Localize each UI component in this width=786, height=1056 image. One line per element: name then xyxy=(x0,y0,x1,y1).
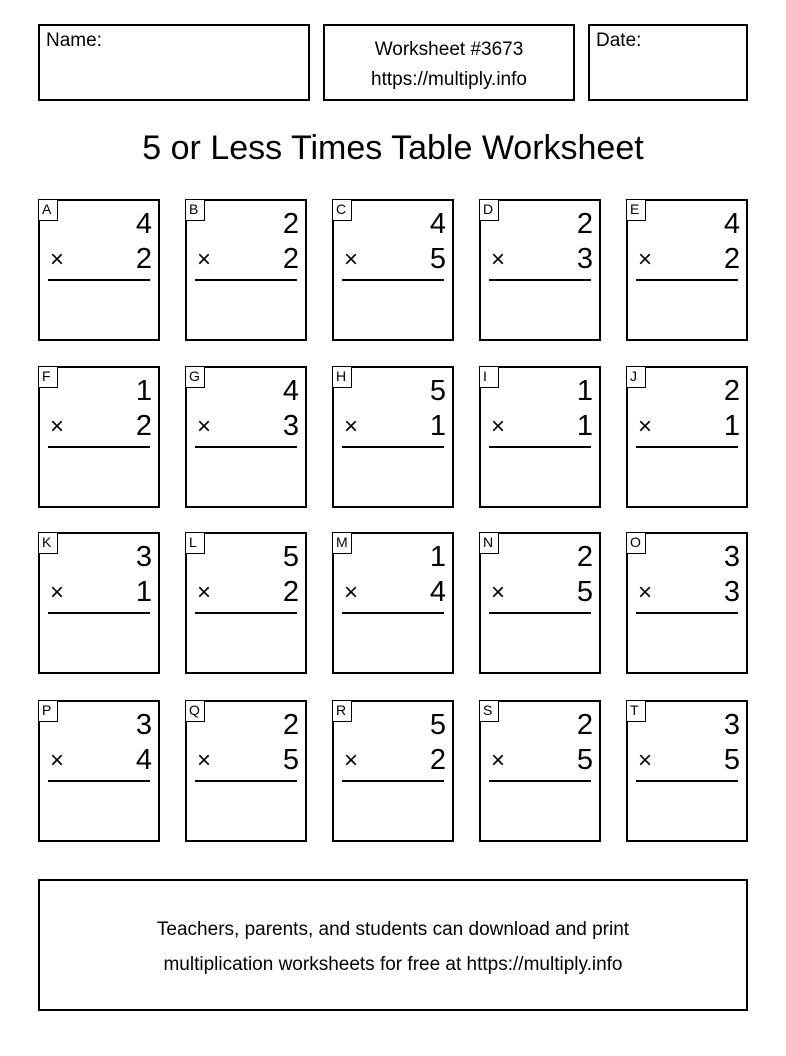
answer-line xyxy=(342,446,444,448)
footer-line-2: multiplication worksheets for free at https://multiply.info xyxy=(163,954,623,975)
problem-card[interactable] xyxy=(479,700,601,842)
problem-grid xyxy=(38,199,748,842)
multiplicand: 1 xyxy=(135,375,152,407)
worksheet-url: https://multiply.info xyxy=(371,69,527,90)
problem-card[interactable] xyxy=(185,366,307,508)
problem-card[interactable] xyxy=(479,199,601,341)
multiplicand: 5 xyxy=(429,375,446,407)
problem-label: M xyxy=(332,532,352,554)
answer-line xyxy=(195,446,297,448)
multiplicand: 2 xyxy=(282,709,299,741)
multiplicand: 2 xyxy=(576,541,593,573)
problem-label: N xyxy=(479,532,499,554)
multiplicand: 2 xyxy=(576,208,593,240)
multiplier: 4 xyxy=(429,576,446,608)
problem-label: T xyxy=(626,700,646,722)
problem-card[interactable] xyxy=(626,199,748,341)
answer-line xyxy=(342,279,444,281)
multiply-sign: × xyxy=(344,246,359,273)
problem-card[interactable] xyxy=(626,700,748,842)
answer-line xyxy=(48,446,150,448)
multiplicand: 5 xyxy=(282,541,299,573)
multiply-sign: × xyxy=(197,246,212,273)
problem-card[interactable] xyxy=(185,532,307,674)
multiply-sign: × xyxy=(491,413,506,440)
date-label: Date: xyxy=(596,30,642,51)
multiply-sign: × xyxy=(491,246,506,273)
problem-card[interactable] xyxy=(185,199,307,341)
answer-line xyxy=(342,612,444,614)
page-title: 5 or Less Times Table Worksheet xyxy=(142,129,644,167)
multiply-sign: × xyxy=(197,747,212,774)
multiply-sign: × xyxy=(638,413,653,440)
answer-line xyxy=(636,780,738,782)
multiplier: 2 xyxy=(282,243,299,275)
problem-card[interactable] xyxy=(38,199,160,341)
problem-card[interactable] xyxy=(38,700,160,842)
worksheet-info-box xyxy=(323,24,575,101)
multiply-sign: × xyxy=(197,579,212,606)
multiplier: 2 xyxy=(723,243,740,275)
multiply-sign: × xyxy=(491,747,506,774)
answer-line xyxy=(489,612,591,614)
problem-label: S xyxy=(479,700,499,722)
problem-label: D xyxy=(479,199,499,221)
footer-line-1: Teachers, parents, and students can download and print xyxy=(156,919,630,940)
problem-label: L xyxy=(185,532,205,554)
footer-note xyxy=(38,879,748,1011)
problem-label: I xyxy=(479,366,499,388)
name-field[interactable] xyxy=(38,24,310,101)
problem-label: K xyxy=(38,532,58,554)
multiply-sign: × xyxy=(50,579,65,606)
worksheet-number: Worksheet #3673 xyxy=(374,39,524,60)
multiply-sign: × xyxy=(491,579,506,606)
answer-line xyxy=(489,780,591,782)
answer-line xyxy=(636,612,738,614)
multiplier: 2 xyxy=(429,744,446,776)
answer-line xyxy=(48,279,150,281)
multiplier: 3 xyxy=(576,243,593,275)
problem-card[interactable] xyxy=(479,366,601,508)
problem-label: C xyxy=(332,199,352,221)
multiplicand: 3 xyxy=(723,541,740,573)
multiply-sign: × xyxy=(344,747,359,774)
problem-label: E xyxy=(626,199,646,221)
problem-label: F xyxy=(38,366,58,388)
problem-card[interactable] xyxy=(185,700,307,842)
answer-line xyxy=(342,780,444,782)
problem-card[interactable] xyxy=(332,700,454,842)
multiplicand: 3 xyxy=(135,541,152,573)
answer-line xyxy=(195,780,297,782)
multiplicand: 2 xyxy=(723,375,740,407)
problem-label: R xyxy=(332,700,352,722)
multiplier: 1 xyxy=(723,410,740,442)
multiplier: 2 xyxy=(135,243,152,275)
multiplicand: 1 xyxy=(576,375,593,407)
multiplicand: 4 xyxy=(723,208,740,240)
problem-card[interactable] xyxy=(38,366,160,508)
answer-line xyxy=(489,446,591,448)
multiplier: 2 xyxy=(282,576,299,608)
multiply-sign: × xyxy=(344,413,359,440)
multiply-sign: × xyxy=(638,246,653,273)
name-label: Name: xyxy=(46,30,102,51)
answer-line xyxy=(195,612,297,614)
problem-card[interactable] xyxy=(626,366,748,508)
multiplier: 1 xyxy=(135,576,152,608)
problem-label: B xyxy=(185,199,205,221)
answer-line xyxy=(489,279,591,281)
multiplier: 1 xyxy=(429,410,446,442)
multiplier: 3 xyxy=(723,576,740,608)
problem-card[interactable] xyxy=(332,199,454,341)
problem-label: Q xyxy=(185,700,205,722)
multiply-sign: × xyxy=(50,413,65,440)
multiplicand: 4 xyxy=(429,208,446,240)
problem-label: O xyxy=(626,532,646,554)
answer-line xyxy=(48,780,150,782)
answer-line xyxy=(48,612,150,614)
multiplier: 3 xyxy=(282,410,299,442)
problem-card[interactable] xyxy=(479,532,601,674)
problem-card[interactable] xyxy=(332,366,454,508)
problem-card[interactable] xyxy=(38,532,160,674)
multiply-sign: × xyxy=(50,246,65,273)
problem-card[interactable] xyxy=(626,532,748,674)
multiplier: 5 xyxy=(282,744,299,776)
multiplicand: 3 xyxy=(723,709,740,741)
multiply-sign: × xyxy=(344,579,359,606)
problem-label: A xyxy=(38,199,58,221)
multiply-sign: × xyxy=(197,413,212,440)
multiplicand: 3 xyxy=(135,709,152,741)
multiplicand: 4 xyxy=(135,208,152,240)
answer-line xyxy=(636,279,738,281)
problem-label: H xyxy=(332,366,352,388)
multiplicand: 1 xyxy=(429,541,446,573)
answer-line xyxy=(636,446,738,448)
answer-line xyxy=(195,279,297,281)
problem-label: G xyxy=(185,366,205,388)
multiplier: 5 xyxy=(576,744,593,776)
multiplier: 5 xyxy=(576,576,593,608)
multiplier: 2 xyxy=(135,410,152,442)
multiplicand: 5 xyxy=(429,709,446,741)
multiply-sign: × xyxy=(638,747,653,774)
multiplier: 1 xyxy=(576,410,593,442)
multiplier: 4 xyxy=(135,744,152,776)
problem-label: P xyxy=(38,700,58,722)
multiply-sign: × xyxy=(638,579,653,606)
multiplicand: 4 xyxy=(282,375,299,407)
problem-card[interactable] xyxy=(332,532,454,674)
multiplicand: 2 xyxy=(576,709,593,741)
multiplier: 5 xyxy=(723,744,740,776)
problem-label: J xyxy=(626,366,646,388)
multiplier: 5 xyxy=(429,243,446,275)
date-field[interactable] xyxy=(588,24,748,101)
multiply-sign: × xyxy=(50,747,65,774)
multiplicand: 2 xyxy=(282,208,299,240)
